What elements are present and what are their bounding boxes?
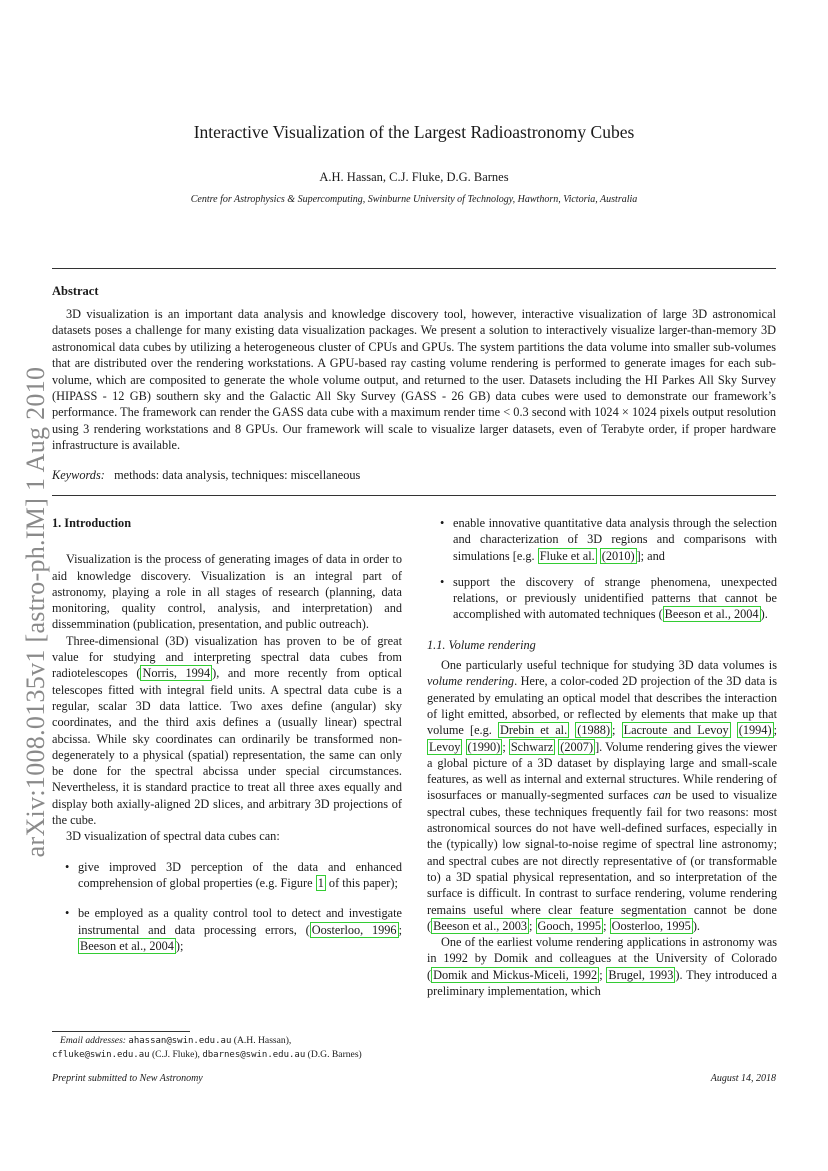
intro-paragraph-3: 3D visualization of spectral data cubes can:	[66, 829, 280, 844]
top-divider	[52, 268, 776, 269]
list-item: • support the discovery of strange phenomena, unexpected relations, or previously unidentified patterns that cannot be accomplished with automated techniques ( Beeson et al., 2004 ).	[440, 574, 777, 622]
abstract-text: 3D visualization is an important data analysis and knowledge discovery tool, however, interactive visualization of large 3D astronomical datasets poses a challenge for many existing data visualization packages. We present a solution to interactively visualize larger-than-memory 3D astronomical data cubes by utilizing a heterogeneous cluster of CPUs and GPUs. The system partitions the data volume into smaller sub-volumes that are distributed over the rendering workstations. A GPU-based ray casting volume rendering is performed to generate images for each sub-volume, which are composited to generate the whole volume output, and returned to the user. Datasets including the HI Parkes All Sky Survey (HIPASS - 12 GB) southern sky and the Galactic All Sky Survey (GASS - 26 GB) data cubes were used to demonstrate our framework’s performance. The framework can render the GASS data cube with a maximum render time < 0.3 second with 1024 × 1024 pixels output resolution using 3 rendering workstations and 8 GPUs. Our framework will scale to visualize larger datasets, even of Terabyte order, if proper hardware infrastructure is available.	[52, 307, 776, 453]
email-link[interactable]: dbarnes@swin.edu.au	[202, 1050, 306, 1060]
citation-link[interactable]: Beeson et al., 2003	[433, 918, 528, 933]
authors: A.H. Hassan, C.J. Fluke, D.G. Barnes	[319, 170, 509, 184]
citation-link[interactable]: Oosterloo, 1995	[611, 918, 691, 933]
abstract-heading: Abstract	[52, 284, 99, 298]
keywords-label: Keywords:	[52, 468, 105, 482]
citation-link[interactable]: (1988)	[577, 723, 611, 738]
left-column	[52, 515, 402, 954]
citation-link[interactable]: Lacroute and Levoy	[623, 723, 729, 738]
footer-date: August 14, 2018	[710, 1073, 776, 1084]
intro-paragraph-2: Three-dimensional (3D) visualization has proven to be of great value for studying and interpreting spectral data cubes from radiotelescopes ( Norris, 1994 ), and more recently from optical telescopes fitted with integral field units. A spectral data cube is a regular, scalar 3D data lattice. Two axes define (angular) sky coordinates, and the third axis defines a (usually linear) spectral abcissa. While sky coordinates can ordinarily be transformed non-degenerately to a physical (spatial) representation, the same can only be done for the spectral abcissa under special circumstances. Nevertheless, it is standard practice to treat all three axes equally and display both axially-aligned 2D slices, and arbitrary 3D projections of the cube.	[52, 633, 402, 828]
subsection-title-volume-rendering: 1.1. Volume rendering	[427, 637, 536, 652]
footnote-emails: Email addresses: ahassan@swin.edu.au (A.H. Hassan), cfluke@swin.edu.au (C.J. Fluke), dbarnes@swin.edu.au (D.G. Barnes)	[52, 1035, 362, 1060]
citation-link[interactable]: (1990)	[467, 739, 501, 754]
keywords-text: methods: data analysis, techniques: miscellaneous	[114, 468, 361, 482]
intro-paragraph-1: Visualization is the process of generating images of data in order to aid knowledge discovery. Visualization is an integral part of astronomy, playing a role in all stages of research (planning, data monitoring, quality control, analysis, and interpretation) and dissemmination (publication, presentation, and public outreach).	[52, 552, 402, 632]
email-link[interactable]: ahassan@swin.edu.au	[128, 1036, 232, 1046]
bullet-list-left	[52, 859, 402, 954]
citation-link[interactable]: Fluke et al.	[539, 548, 595, 563]
citation-link[interactable]: Gooch, 1995	[537, 918, 602, 933]
email-link[interactable]: cfluke@swin.edu.au	[52, 1050, 150, 1060]
volume-paragraph-2: One of the earliest volume rendering applications in astronomy was in 1992 by Domik and colleagues at the University of Colorado ( Domik and Mickus-Miceli, 1992 ; Brugel, 1993 ). They introduced a preliminary implementation, which	[427, 935, 777, 999]
citation-link[interactable]: Norris, 1994	[142, 666, 211, 681]
affiliation: Centre for Astrophysics & Supercomputing, Swinburne University of Technology, Hawthorn, Victoria, Australia	[190, 194, 638, 205]
citation-link[interactable]: Oosterloo, 1996	[311, 922, 397, 937]
citation-link[interactable]: Beeson et al., 2004	[664, 607, 759, 622]
keywords	[52, 468, 360, 483]
citation-link[interactable]: (2010)	[601, 548, 635, 563]
list-item: • give improved 3D perception of the data and enhanced comprehension of global properties (e.g. Figure 1 of this paper);	[65, 859, 402, 890]
paper-title: Interactive Visualization of the Largest Radioastronomy Cubes	[193, 122, 635, 142]
citation-link[interactable]: (1994)	[738, 723, 772, 738]
citation-link[interactable]: Drebin et al.	[499, 723, 568, 738]
citation-link[interactable]: Schwarz	[510, 739, 554, 754]
right-column	[427, 515, 777, 999]
figure-link[interactable]: 1	[317, 875, 324, 890]
citation-link[interactable]: Levoy	[429, 739, 461, 754]
footnote-rule	[52, 1031, 190, 1032]
email-label: Email addresses:	[60, 1035, 126, 1046]
arxiv-stamp: arXiv:1008.0135v1 [astro-ph.IM] 1 Aug 2010	[21, 366, 50, 858]
list-item: • be employed as a quality control tool to detect and investigate instrumental and data processing errors, ( Oosterloo, 1996 ; Beeson et al., 2004 );	[65, 906, 402, 953]
citation-link[interactable]: Domik and Mickus-Miceli, 1992	[433, 967, 598, 982]
citation-link[interactable]: (2007)	[560, 739, 594, 754]
bullet-list-right	[427, 515, 777, 623]
section-title-introduction: 1. Introduction	[52, 516, 132, 530]
footer-preprint: Preprint submitted to New Astronomy	[52, 1073, 203, 1084]
citation-link[interactable]: Beeson et al., 2004	[80, 938, 174, 953]
citation-link[interactable]: Brugel, 1993	[608, 967, 674, 982]
abstract-divider	[52, 495, 776, 496]
volume-paragraph-1: One particularly useful technique for studying 3D data volumes is volume rendering. Here, a color-coded 2D projection of the 3D data is generated by emulating an optical model that describes the interaction of light emitted, absorbed, or reflected by elements that make up that volume [e.g. Drebin et al. (1988) ; Lacroute and Levoy (1994) ; Levoy (1990) ; Schwarz (2007) ]. Volume rendering gives the viewer a global picture of a 3D dataset by displaying large and small-scale features, as well as internal and external structures. While rendering of isosurfaces or manually-segmented surfaces can be used to visualize spectral cubes, these techniques frequently fail for two reasons: most astronomical sources do not have well-defined surfaces, especially in the (typically) low signal-to-noise regime of spectral line astronomy; and spectral cubes are not directly representative of (or transformable to) a 3D spatial physical representation, and so interpretation of the surface is difficult. In contrast to surface rendering, volume rendering remains useful where clear feature segmentation cannot be done ( Beeson et al., 2003 ; Gooch, 1995 ; Oosterloo, 1995 ).	[427, 658, 778, 933]
list-item: • enable innovative quantitative data analysis through the selection and characterization of 3D regions and comparisons with simulations [e.g. Fluke et al. (2010) ]; and	[440, 516, 777, 563]
